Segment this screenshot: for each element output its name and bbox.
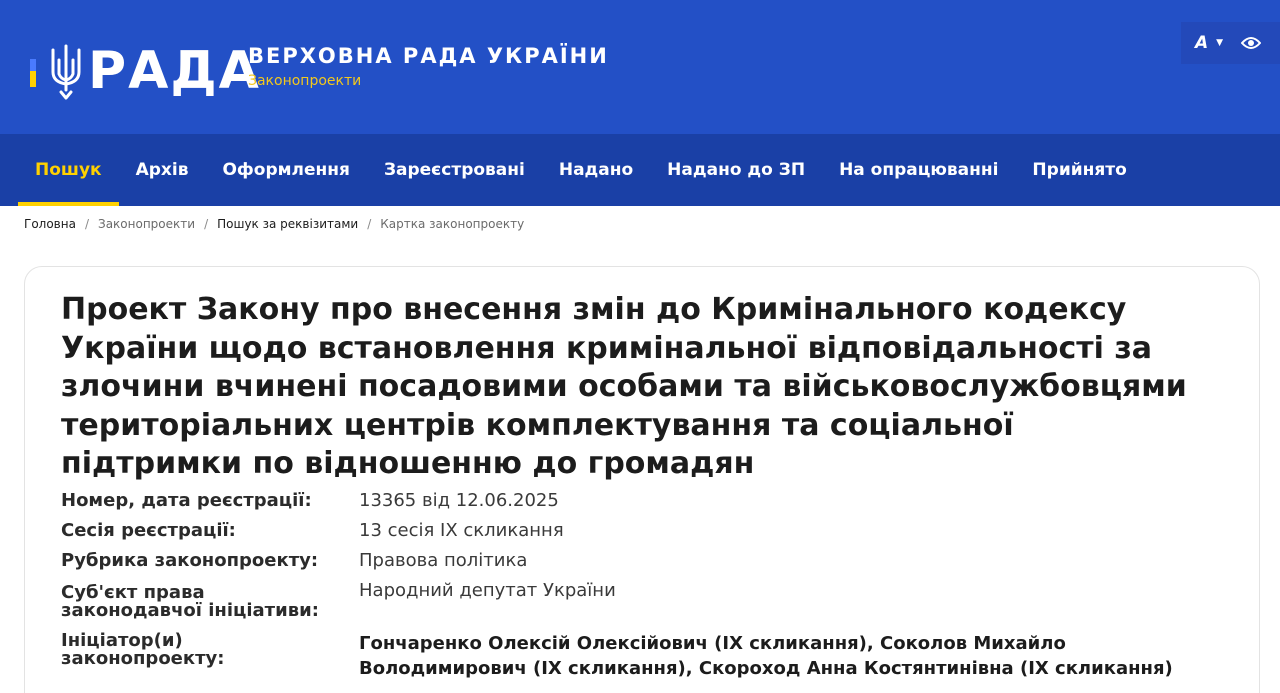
org-subtitle[interactable]: Законопроекти xyxy=(248,73,362,89)
breadcrumb-search[interactable]: Пошук за реквізитами xyxy=(217,217,359,231)
chevron-down-icon: ▼ xyxy=(1216,38,1224,48)
breadcrumb-bills[interactable]: Законопроекти xyxy=(98,217,196,231)
field-value: Народний депутат України xyxy=(359,580,616,601)
breadcrumb-separator: / xyxy=(367,217,372,231)
font-size-button[interactable] xyxy=(1195,33,1223,53)
breadcrumb-separator: / xyxy=(204,217,209,231)
nav-item-in-processing[interactable]: На опрацюванні xyxy=(839,160,999,180)
breadcrumb-current: Картка законопроекту xyxy=(380,217,525,231)
field-value: 13365 від 12.06.2025 xyxy=(359,490,559,511)
main-nav xyxy=(0,134,1280,206)
field-label: Сесія реєстрації: xyxy=(61,520,236,541)
field-label: Рубрика законопроекту: xyxy=(61,550,319,571)
rada-logo[interactable] xyxy=(30,40,261,102)
site-header xyxy=(0,0,1280,134)
eye-icon[interactable] xyxy=(1241,36,1261,50)
accessibility-tools xyxy=(1181,22,1280,64)
font-size-label: A xyxy=(1195,33,1209,53)
field-label: Ініціатор(и) законопроекту: xyxy=(61,630,225,669)
nav-item-archive[interactable]: Архів xyxy=(135,160,189,180)
flag-stripe xyxy=(30,49,36,93)
nav-item-registered[interactable]: Зареєстровані xyxy=(383,160,525,180)
trident-icon xyxy=(48,42,84,102)
breadcrumb-home[interactable]: Головна xyxy=(24,217,76,231)
nav-item-drafting[interactable]: Оформлення xyxy=(222,160,350,180)
nav-item-submitted[interactable]: Надано xyxy=(558,160,634,180)
breadcrumb-separator: / xyxy=(84,217,89,231)
logo-wordmark: РАДА xyxy=(88,41,261,101)
field-value: Правова політика xyxy=(359,550,528,571)
org-name-block xyxy=(248,43,609,91)
nav-item-search[interactable]: Пошук xyxy=(18,134,119,206)
bill-card xyxy=(24,266,1260,693)
field-value: 13 сесія IX скликання xyxy=(359,520,564,541)
nav-item-adopted[interactable]: Прийнято xyxy=(1032,160,1127,180)
field-label: Номер, дата реєстрації: xyxy=(61,490,312,511)
field-value-initiators[interactable]: Гончаренко Олексій Олексійович (IX скликання), Соколов Михайло Володимирович (IX скликання), Скороход Анна Костянтинівна (IX скликання) xyxy=(359,633,1173,679)
nav-item-submitted-to-zp[interactable]: Надано до ЗП xyxy=(667,160,806,180)
bill-title: Проект Закону про внесення змін до Кримінального кодексу України щодо встановлення кримінальної відповідальності за злочини вчинені посадовими особами та військовослужбовцями територіальних центрів комплектування та соціальної підтримки по відношенню до громадян xyxy=(61,292,1187,481)
org-title: ВЕРХОВНА РАДА УКРАЇНИ xyxy=(248,44,609,68)
breadcrumb xyxy=(24,217,524,231)
field-label: Суб'єкт права законодавчої ініціативи: xyxy=(61,582,319,621)
